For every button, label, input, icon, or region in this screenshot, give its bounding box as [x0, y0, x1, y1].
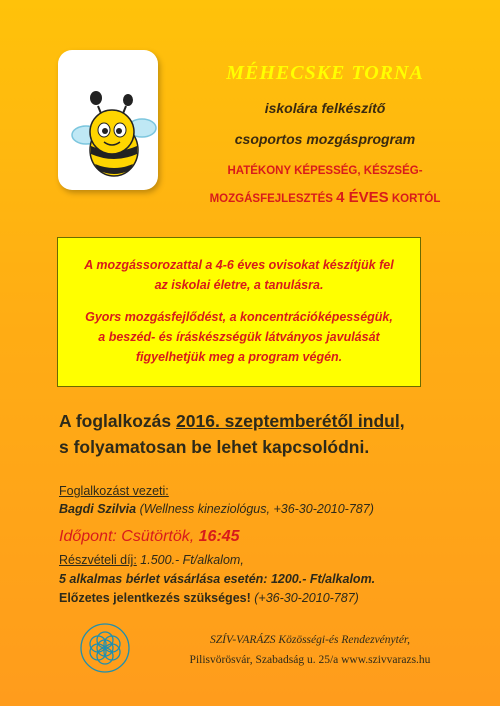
fee-label: Részvételi díj: [59, 553, 137, 567]
announce-line-2: s folyamatosan be lehet kapcsolódni. [59, 437, 370, 457]
bee-logo [58, 50, 158, 190]
subtitle-prep: iskolára felkészítő [264, 100, 386, 116]
pricing-info [59, 551, 489, 608]
venue-footer [140, 630, 480, 670]
leader-label: Foglalkozást vezeti: [59, 484, 169, 498]
desc-line-1: A mozgássorozattal a 4-6 éves ovisokat készítjük fel [84, 258, 394, 272]
description-box [57, 237, 421, 387]
highlight-age: 4 ÉVES [336, 189, 389, 206]
leader-info [59, 482, 479, 518]
pass-offer: 5 alkalmas bérlet vásárlása esetén: 1200.- Ft/alkalom. [59, 572, 376, 586]
leader-detail: (Wellness kineziológus, +36-30-2010-787) [136, 502, 374, 516]
venue-address: Pilisvörösvár, Szabadság u. 25/a www.szivvarazs.hu [189, 654, 431, 666]
subtitle-program: csoportos mozgásprogram [234, 131, 416, 147]
start-announcement [59, 408, 479, 460]
highlight-line-1: HATÉKONY KÉPESSÉG, KÉSZSÉG- [227, 165, 423, 177]
prereg-phone: (+36-30-2010-787) [250, 591, 359, 605]
prereg-text: Előzetes jelentkezés szükséges! [59, 591, 251, 605]
fee-value: 1.500.- Ft/alkalom, [136, 553, 244, 567]
desc-line-4: a beszéd- és íráskészségük látványos javulását [98, 330, 380, 344]
flower-of-life-icon [79, 622, 131, 674]
leader-name: Bagdi Szilvia [59, 502, 137, 516]
venue-name: SZÍV-VARÁZS Közösségi-és Rendezvénytér, [209, 634, 411, 646]
schedule-time: 16:45 [198, 528, 240, 545]
bee-icon [58, 50, 158, 190]
highlight-post: KORTÓL [388, 193, 441, 205]
highlight-pre: MOZGÁSFEJLESZTÉS [209, 193, 337, 205]
page-title: MÉHECSKE TORNA [226, 62, 424, 84]
highlight-line-2 [170, 189, 480, 206]
schedule [59, 528, 240, 546]
desc-line-2: az iskolai életre, a tanulásra. [154, 278, 324, 292]
desc-line-5: figyelhetjük meg a program végén. [135, 350, 343, 364]
schedule-label: Időpont: Csütörtök, [59, 528, 199, 545]
desc-line-3: Gyors mozgásfejlődést, a koncentrációképességük, [85, 310, 393, 324]
announce-pre: A foglalkozás [59, 411, 177, 431]
announce-date: 2016. szeptemberétől indul, [176, 411, 405, 431]
